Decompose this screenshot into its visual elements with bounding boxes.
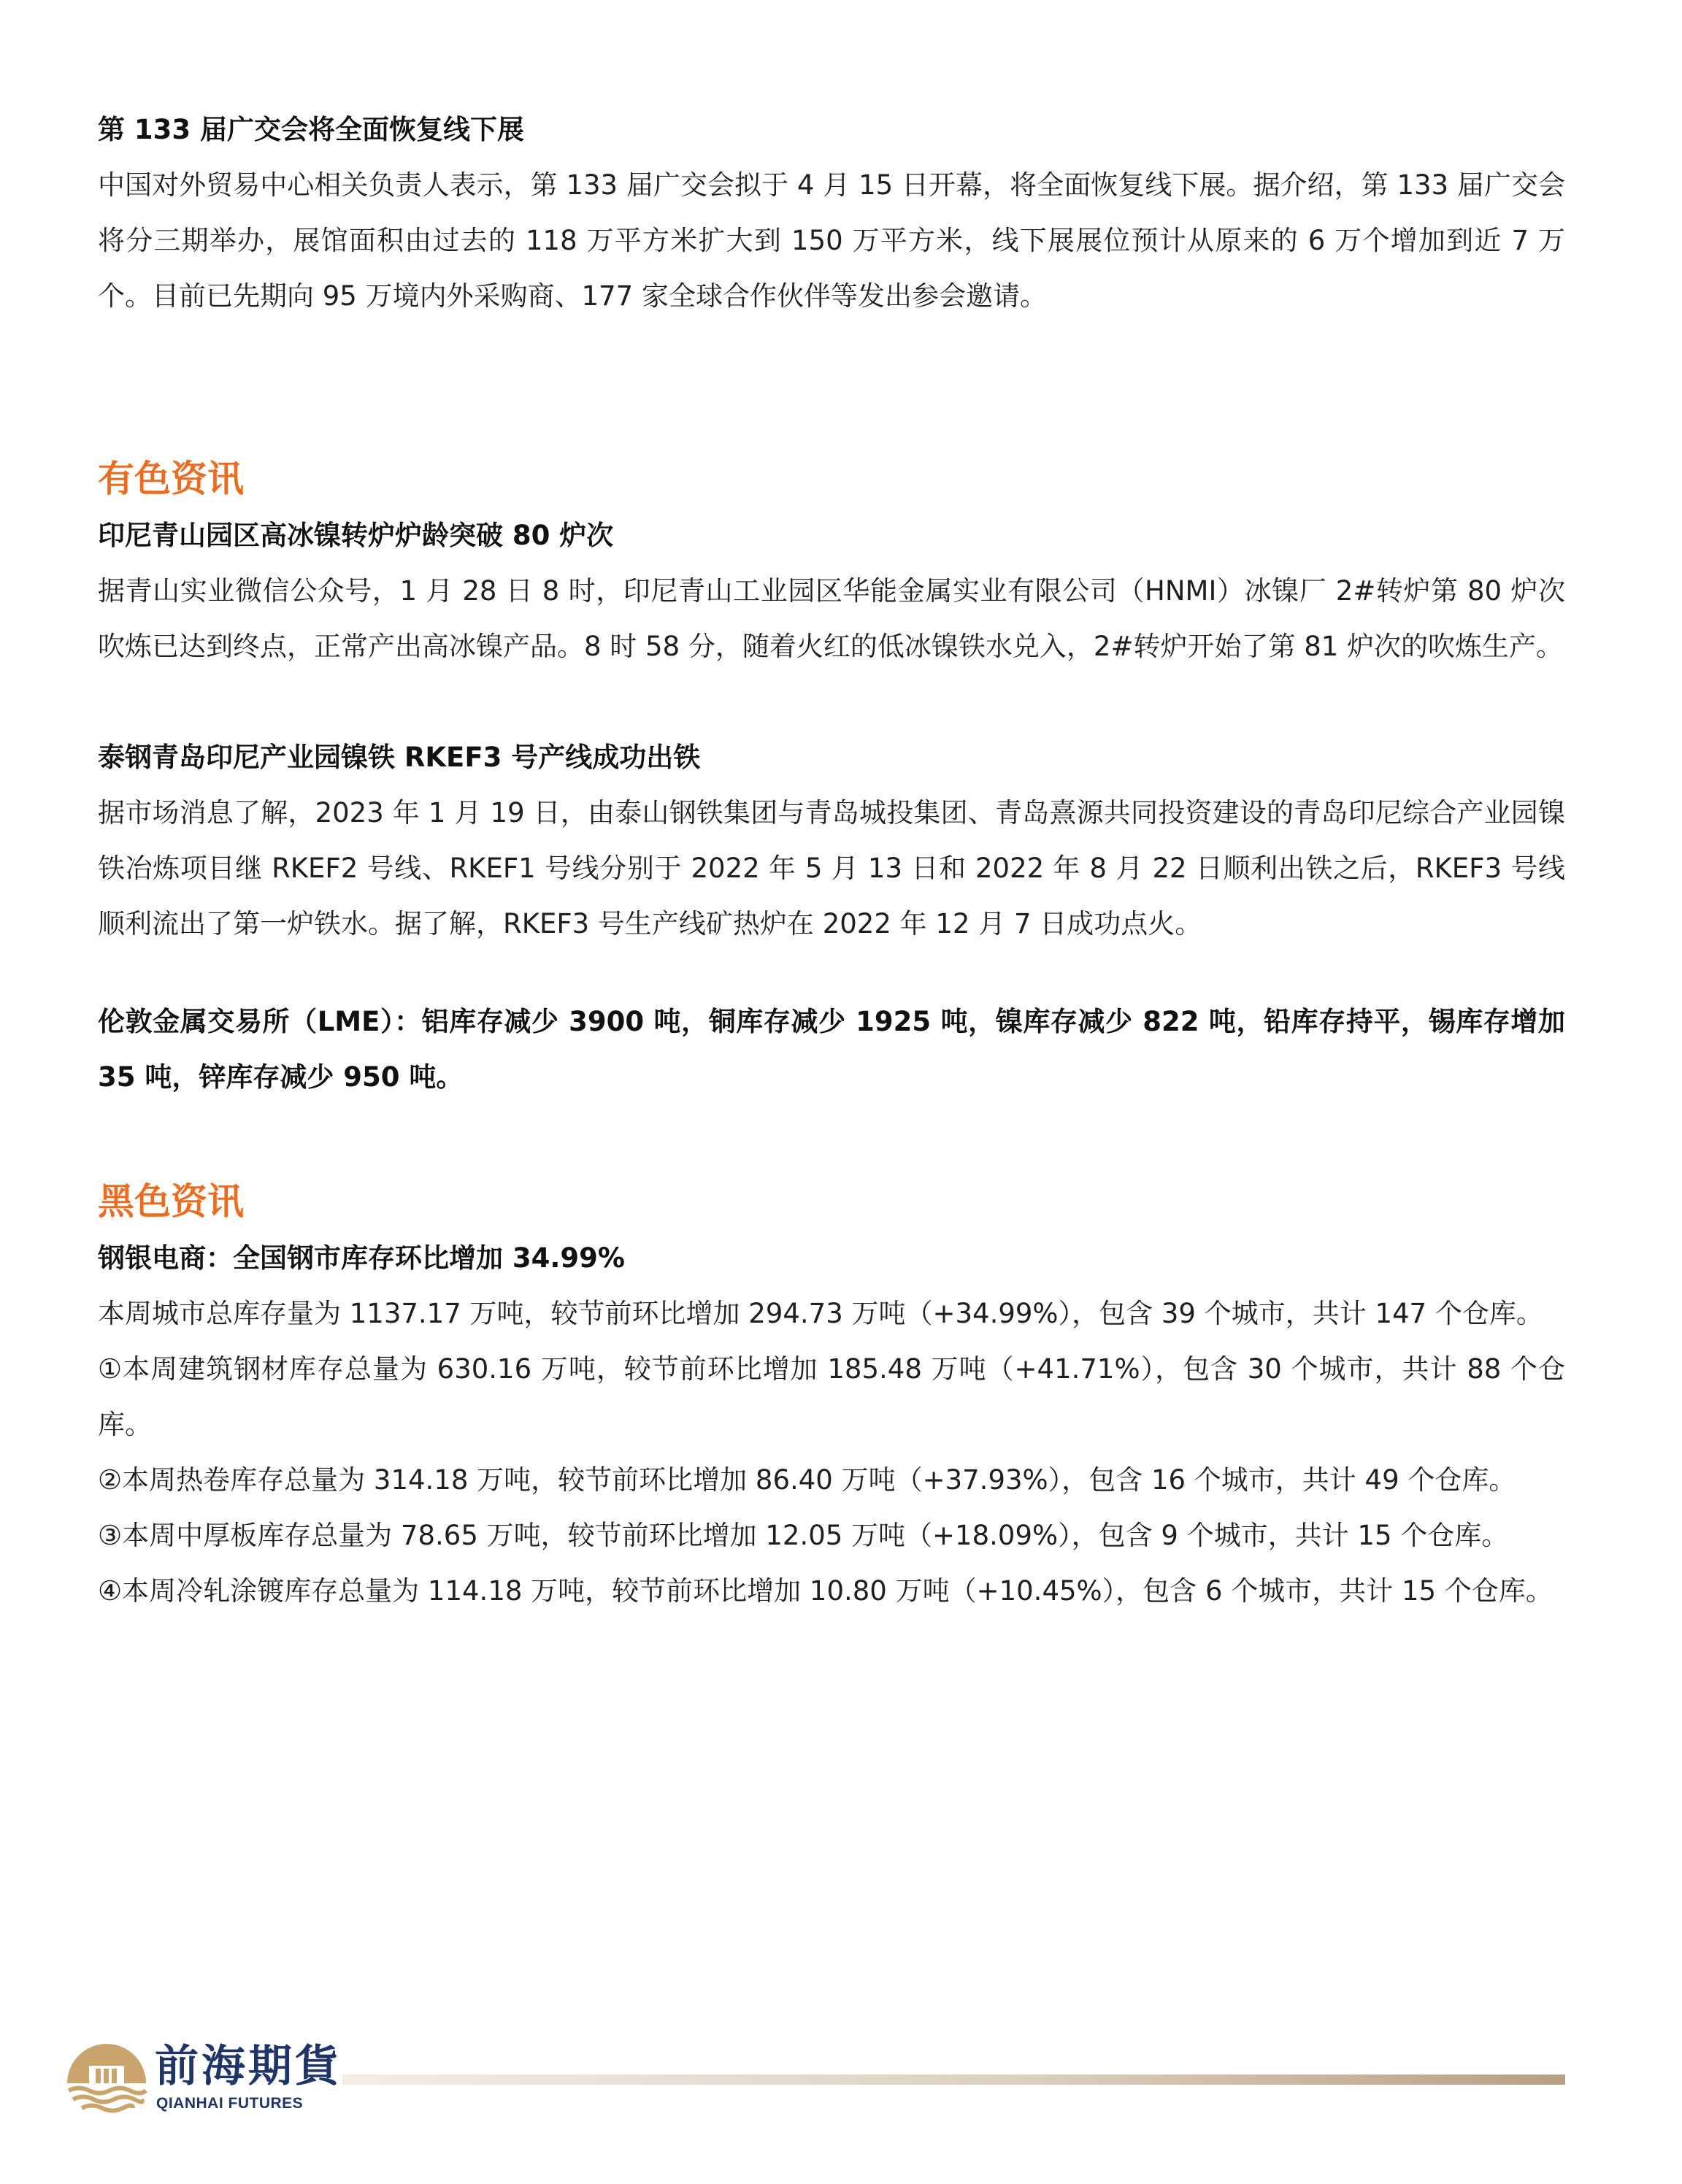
page-footer <box>61 2037 1565 2124</box>
news-body-tsingshan: 据青山实业微信公众号，1 月 28 日 8 时，印尼青山工业园区华能金属实业有限公司（HNMI）冰镍厂 2#转炉第 80 炉次吹炼已达到终点，正常产出高冰镍产品。8 时 58 分，随着火红的低冰镍铁水兑入，2#转炉开始了第 81 炉次的吹炼生产。 <box>98 575 1565 662</box>
news-title-tsingshan: 印尼青山园区高冰镍转炉炉龄突破 80 炉次 <box>98 520 614 551</box>
footer-divider-bar <box>342 2075 1565 2085</box>
section-heading-nonferrous: 有色资讯 <box>98 458 244 500</box>
spacer <box>98 324 1565 450</box>
spacer <box>98 1105 1565 1172</box>
steel-inventory-line: 本周城市总库存量为 1137.17 万吨，较节前环比增加 294.73 万吨（+34.99%），包含 39 个城市，共计 147 个仓库。 <box>98 1298 1543 1329</box>
news-title-steel-inventory: 钢银电商：全国钢市库存环比增加 34.99% <box>98 1242 625 1274</box>
steel-inventory-line: ①本周建筑钢材库存总量为 630.16 万吨，较节前环比增加 185.48 万吨（+41.71%），包含 30 个城市，共计 88 个仓库。 <box>98 1353 1565 1440</box>
logo-english-name: QIANHAI FUTURES <box>156 2095 304 2112</box>
news-title-rkef3: 泰钢青岛印尼产业园镍铁 RKEF3 号产线成功出铁 <box>98 742 701 773</box>
section-heading-ferrous: 黑色资讯 <box>98 1180 244 1223</box>
steel-inventory-line: ②本周热卷库存总量为 314.18 万吨，较节前环比增加 86.40 万吨（+37.93%），包含 16 个城市，共计 49 个仓库。 <box>98 1464 1516 1496</box>
qianhai-logo-icon <box>61 2041 152 2114</box>
news-title-canton-fair: 第 133 届广交会将全面恢复线下展 <box>98 114 524 145</box>
steel-inventory-line: ④本周冷轧涂镀库存总量为 114.18 万吨，较节前环比增加 10.80 万吨（+10.45%），包含 6 个城市，共计 15 个仓库。 <box>98 1575 1553 1607</box>
news-body-canton-fair: 中国对外贸易中心相关负责人表示，第 133 届广交会拟于 4 月 15 日开幕，将全面恢复线下展。据介绍，第 133 届广交会将分三期举办，展馆面积由过去的 118 万平方米扩大到 150 万平方米，线下展展位预计从原来的 6 万个增加到近 7 万个。目前已先期向 95 万境内外采购商、177 家全球合作伙伴等发出参会邀请。 <box>98 169 1565 312</box>
spacer <box>98 952 1565 994</box>
lme-inventory-summary: 伦敦金属交易所（LME）：铝库存减少 3900 吨，铜库存减少 1925 吨，镍库存减少 822 吨，铅库存持平，锡库存增加 35 吨，锌库存减少 950 吨。 <box>98 1006 1565 1093</box>
spacer <box>98 674 1565 730</box>
steel-inventory-line: ③本周中厚板库存总量为 78.65 万吨，较节前环比增加 12.05 万吨（+18.09%），包含 9 个城市，共计 15 个仓库。 <box>98 1520 1509 1551</box>
news-body-rkef3: 据市场消息了解，2023 年 1 月 19 日，由泰山钢铁集团与青岛城投集团、青岛熹源共同投资建设的青岛印尼综合产业园镍铁冶炼项目继 RKEF2 号线、RKEF1 号线分别于 2022 年 5 月 13 日和 2022 年 8 月 22 日顺利出铁之后，RKEF3 号线顺利流出了第一炉铁水。据了解，RKEF3 号生产线矿热炉在 2022 年 12 月 7 日成功点火。 <box>98 797 1565 939</box>
logo-chinese-name: 前海期貨 <box>155 2041 342 2092</box>
document-body <box>98 102 1565 1619</box>
